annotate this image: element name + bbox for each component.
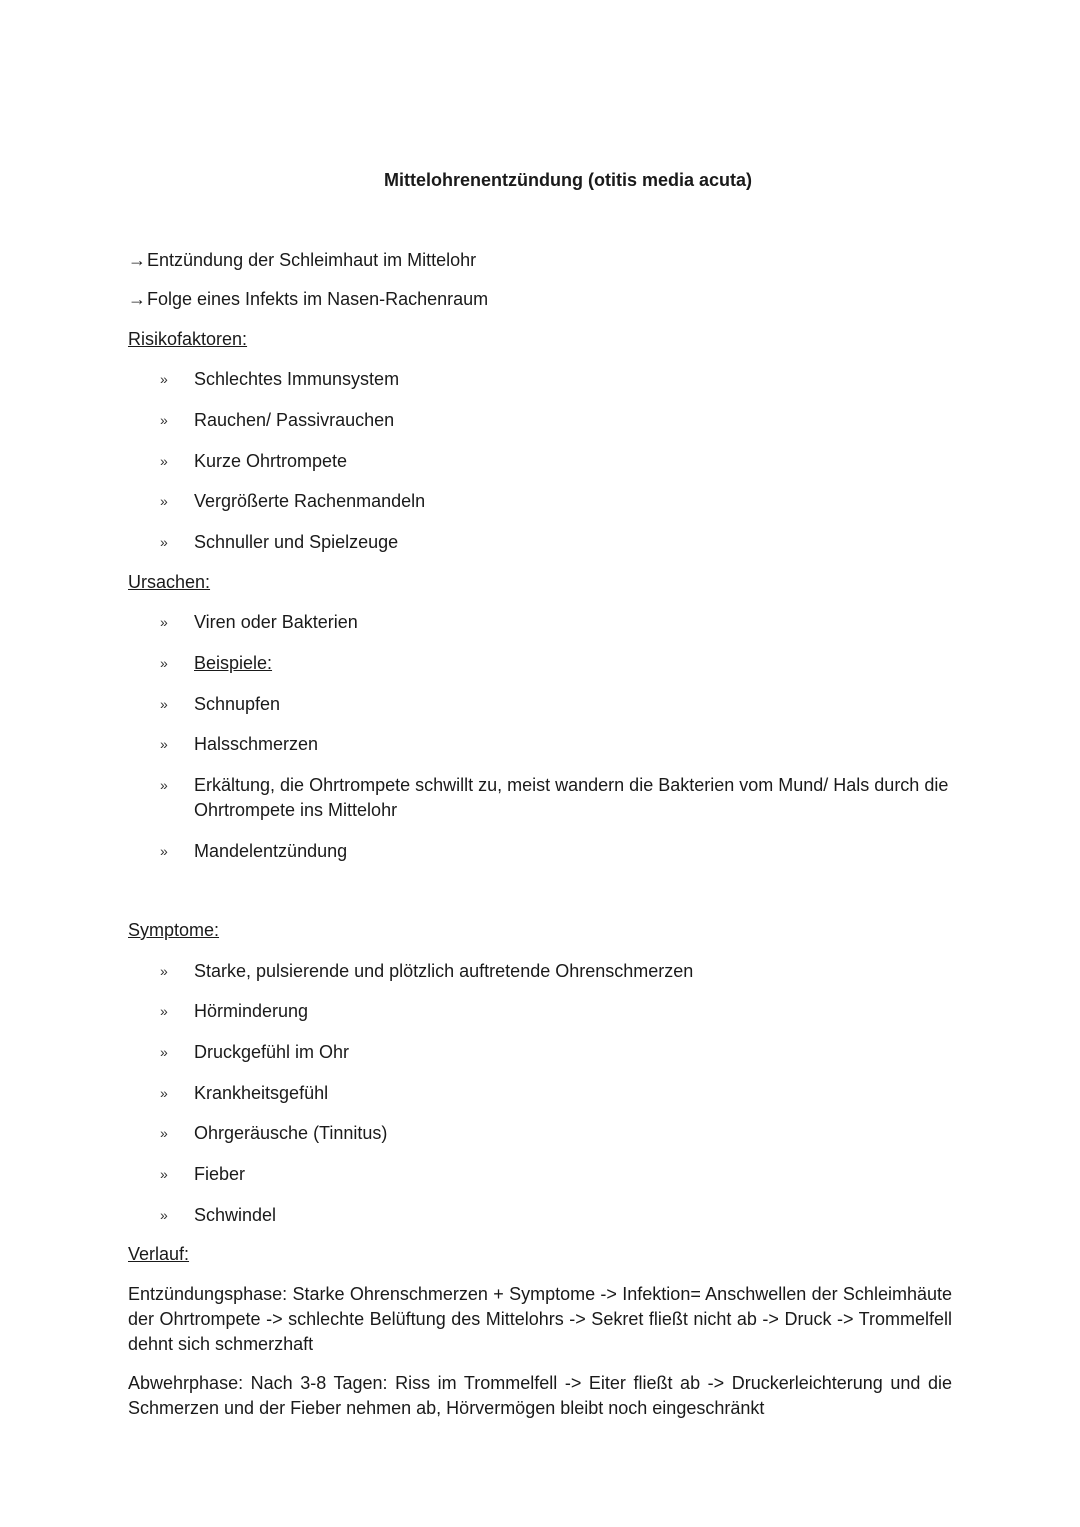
list-item-text: Schwindel <box>194 1205 277 1225</box>
arrow-icon: → <box>128 289 146 309</box>
bullet-icon: » <box>160 493 168 509</box>
bullet-icon: » <box>160 777 168 793</box>
bullet-icon: » <box>160 1166 168 1182</box>
list-item-text: Schnupfen <box>194 694 281 714</box>
list-item-text: Druckgefühl im Ohr <box>194 1042 350 1062</box>
risikofaktoren-heading: Risikofaktoren: <box>128 329 248 349</box>
verlauf-paragraph: Entzündungsphase: Starke Ohrenschmerzen + Symptome -> Infektion= Anschwellen der Schleimhäute der Ohrtrompete -> schlechte Belüftung des Mittelohrs -> Sekret fließt nicht ab -> Druck -> Trommelfell dehnt sich schmerzhaft <box>128 1284 952 1354</box>
bullet-icon: » <box>160 1125 168 1141</box>
bullet-icon: » <box>160 1085 168 1101</box>
intro-line <box>128 287 488 312</box>
bullet-icon: » <box>160 1003 168 1019</box>
list-item-text: Halsschmerzen <box>194 734 319 754</box>
verlauf-paragraph: Abwehrphase: Nach 3-8 Tagen: Riss im Trommelfell -> Eiter fließt ab -> Druckerleichterung und die Schmerzen und der Fieber nehmen ab, Hörvermögen bleibt noch eingeschränkt <box>128 1373 952 1418</box>
bullet-icon: » <box>160 534 168 550</box>
list-item-text: Mandelentzündung <box>194 841 348 861</box>
bullet-icon: » <box>160 1044 168 1060</box>
bullet-icon: » <box>160 963 168 979</box>
bullet-icon: » <box>160 696 168 712</box>
intro-line <box>128 248 476 273</box>
list-item-text: Fieber <box>194 1164 246 1184</box>
arrow-icon: → <box>128 250 146 270</box>
bullet-icon: » <box>160 453 168 469</box>
list-item-text: Schlechtes Immunsystem <box>194 369 400 389</box>
list-item-text: Starke, pulsierende und plötzlich auftretende Ohrenschmerzen <box>194 961 694 981</box>
bullet-icon: » <box>160 843 168 859</box>
list-item-text: Beispiele: <box>194 653 273 673</box>
page-title: Mittelohrenentzündung (otitis media acuta) <box>384 170 752 190</box>
intro-text: Entzündung der Schleimhaut im Mittelohr <box>147 250 477 270</box>
intro-text: Folge eines Infekts im Nasen-Rachenraum <box>147 289 489 309</box>
list-item-text: Hörminderung <box>194 1001 309 1021</box>
list-item-text: Vergrößerte Rachenmandeln <box>194 491 426 511</box>
bullet-icon: » <box>160 736 168 752</box>
list-item-text: Kurze Ohrtrompete <box>194 451 348 471</box>
verlauf-heading: Verlauf: <box>128 1244 190 1264</box>
bullet-icon: » <box>160 371 168 387</box>
list-item-text: Rauchen/ Passivrauchen <box>194 410 395 430</box>
ursachen-heading: Ursachen: <box>128 572 211 592</box>
bullet-icon: » <box>160 1207 168 1223</box>
list-item-text: Krankheitsgefühl <box>194 1083 329 1103</box>
list-item-text: Schnuller und Spielzeuge <box>194 532 399 552</box>
list-item-text: Erkältung, die Ohrtrompete schwillt zu, meist wandern die Bakterien vom Mund/ Hals durch die Ohrtrompete ins Mittelohr <box>194 775 949 820</box>
list-item-text: Ohrgeräusche (Tinnitus) <box>194 1123 388 1143</box>
list-item-text: Viren oder Bakterien <box>194 612 358 632</box>
bullet-icon: » <box>160 412 168 428</box>
symptome-heading: Symptome: <box>128 920 220 940</box>
bullet-icon: » <box>160 655 168 671</box>
bullet-icon: » <box>160 614 168 630</box>
